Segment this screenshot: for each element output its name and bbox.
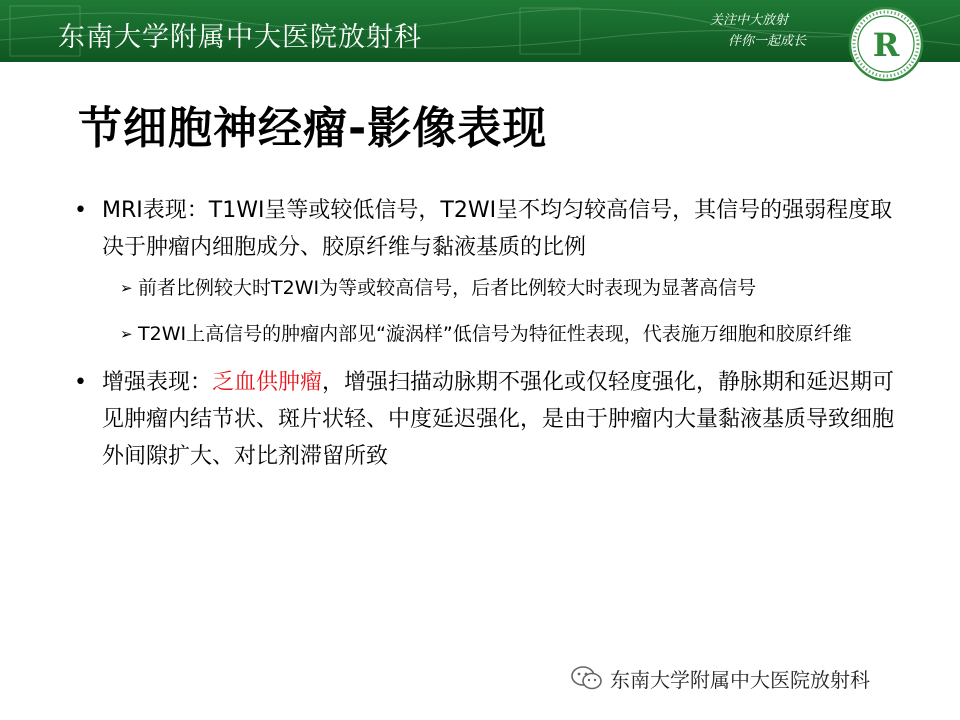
wechat-icon (570, 665, 604, 691)
bullet-mri-text: MRI表现：T1WI呈等或较低信号，T2WI呈不均匀较高信号，其信号的强弱程度取决于肿瘤内细胞成分、胶原纤维与黏液基质的比例 (102, 198, 893, 260)
header-slogan (710, 10, 806, 52)
bullet-dot: • (74, 370, 87, 395)
sub-bullet-whorl-text: T2WI上高信号的肿瘤内部见“漩涡样”低信号为特征性表现，代表施万细胞和胶原纤维 (138, 323, 852, 345)
bullet-enhancement (70, 364, 900, 475)
bullet-enhancement-prefix: 增强表现： (102, 370, 213, 395)
slogan-line-2: 伴你一起成长 (728, 34, 807, 49)
bullet-mri (70, 192, 900, 266)
sub-bullet-arrow: ➢ (120, 325, 133, 343)
logo-letter: R (872, 26, 900, 64)
sub-bullet-whorl (70, 318, 900, 350)
header-title: 东南大学附属中大医院放射科 (58, 22, 422, 53)
sub-bullet-ratio (70, 272, 900, 304)
bullet-dot: • (74, 198, 87, 223)
sub-bullet-ratio-text: 前者比例较大时T2WI为等或较高信号，后者比例较大时表现为显著高信号 (138, 277, 757, 299)
bullet-enhancement-rest: ，增强扫描动脉期不强化或仅轻度强化，静脉期和延迟期可见肿瘤内结节状、斑片状轻、中度延迟强化，是由于肿瘤内大量黏液基质导致细胞外间隙扩大、对比剂滞留所致 (102, 370, 895, 469)
slogan-line-1: 关注中大放射 (710, 13, 789, 28)
hospital-radiology-logo-icon (848, 6, 924, 82)
header-bar (0, 0, 960, 62)
slide-content (70, 192, 900, 481)
watermark (570, 664, 870, 692)
slide-title: 节细胞神经瘤-影像表现 (78, 103, 548, 154)
watermark-text: 东南大学附属中大医院放射科 (610, 667, 870, 692)
sub-bullet-arrow: ➢ (120, 279, 133, 297)
bullet-enhancement-highlight: 乏血供肿瘤 (212, 370, 323, 395)
